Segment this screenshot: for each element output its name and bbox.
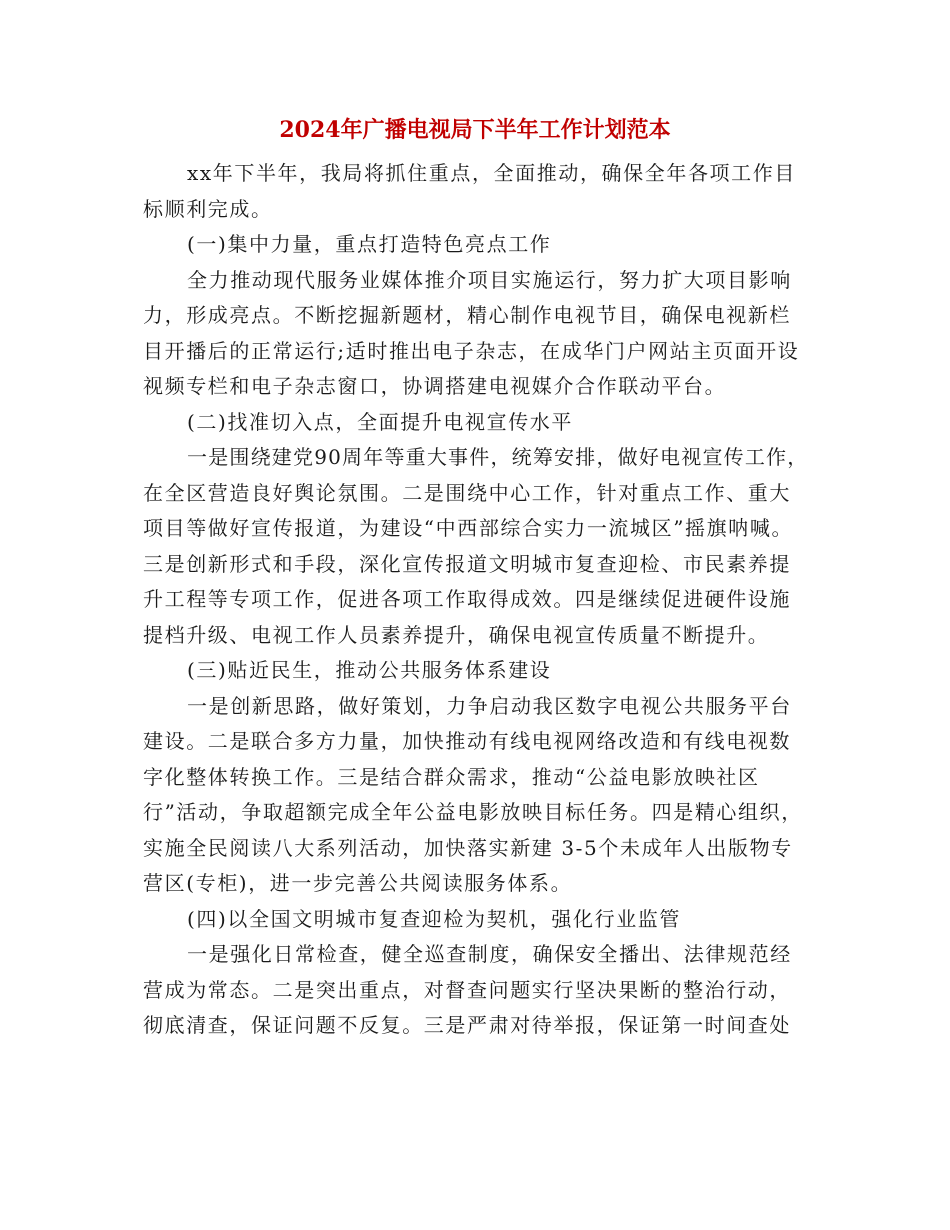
paragraph-line: 一是强化日常检查，健全巡查制度，确保安全播出、法律规范经 <box>187 942 792 966</box>
paragraph-line: 营成为常态。二是突出重点，对督查问题实行坚决果断的整治行动， <box>143 977 791 1002</box>
paragraph-line: 标顺利完成。 <box>143 196 273 221</box>
paragraph-line: 视频专栏和电子杂志窗口，协调搭建电视媒介合作联动平台。 <box>143 374 727 398</box>
paragraph-line: 目开播后的正常运行;适时推出电子杂志，在成华门户网站主页面开设 <box>143 338 800 363</box>
paragraph-line: 三是创新形式和手段，深化宣传报道文明城市复查迎检、市民素养提 <box>143 551 791 576</box>
paragraph-line: 营区(专柜)，进一步完善公共阅读服务体系。 <box>143 871 573 895</box>
paragraph-line: 实施全民阅读八大系列活动，加快落实新建 3-5个未成年人出版物专 <box>143 835 793 860</box>
section-heading: (三)贴近民生，推动公共服务体系建设 <box>187 658 552 682</box>
paragraph-line: 提档升级、电视工作人员素养提升，确保电视宣传质量不断提升。 <box>143 622 770 647</box>
paragraph-line: 全力推动现代服务业媒体推介项目实施运行，努力扩大项目影响 <box>187 267 792 292</box>
paragraph-line: 彻底清查，保证问题不反复。三是严肃对待举报，保证第一时间查处 <box>143 1013 791 1037</box>
paragraph-line: 在全区营造良好舆论氛围。二是围绕中心工作，针对重点工作、重大 <box>143 480 791 505</box>
section-heading: (一)集中力量，重点打造特色亮点工作 <box>187 232 552 256</box>
paragraph-line: 力，形成亮点。不断挖掘新题材，精心制作电视节目，确保电视新栏 <box>143 303 791 327</box>
paragraph-line: 一是创新思路，做好策划，力争启动我区数字电视公共服务平台 <box>187 693 792 718</box>
paragraph-line: xx年下半年，我局将抓住重点，全面推动，确保全年各项工作目 <box>187 161 796 185</box>
section-heading: (二)找准切入点，全面提升电视宣传水平 <box>187 409 574 434</box>
section-heading: (四)以全国文明城市复查迎检为契机，强化行业监管 <box>187 906 682 931</box>
document-title: 2024年广播电视局下半年工作计划范本 <box>279 117 671 143</box>
paragraph-line: 项目等做好宣传报道，为建设“中西部综合实力一流城区”摇旗呐喊。 <box>143 516 794 540</box>
paragraph-line: 升工程等专项工作，促进各项工作取得成效。四是继续促进硬件设施 <box>143 587 791 611</box>
document-body <box>143 156 813 1044</box>
paragraph-line: 字化整体转换工作。三是结合群众需求，推动“公益电影放映社区 <box>143 764 760 789</box>
paragraph-line: 行”活动，争取超额完成全年公益电影放映目标任务。四是精心组织， <box>143 800 803 824</box>
paragraph-line: 一是围绕建党90周年等重大事件，统筹安排，做好电视宣传工作， <box>187 445 809 469</box>
paragraph-line: 建设。二是联合多方力量，加快推动有线电视网络改造和有线电视数 <box>143 729 791 753</box>
